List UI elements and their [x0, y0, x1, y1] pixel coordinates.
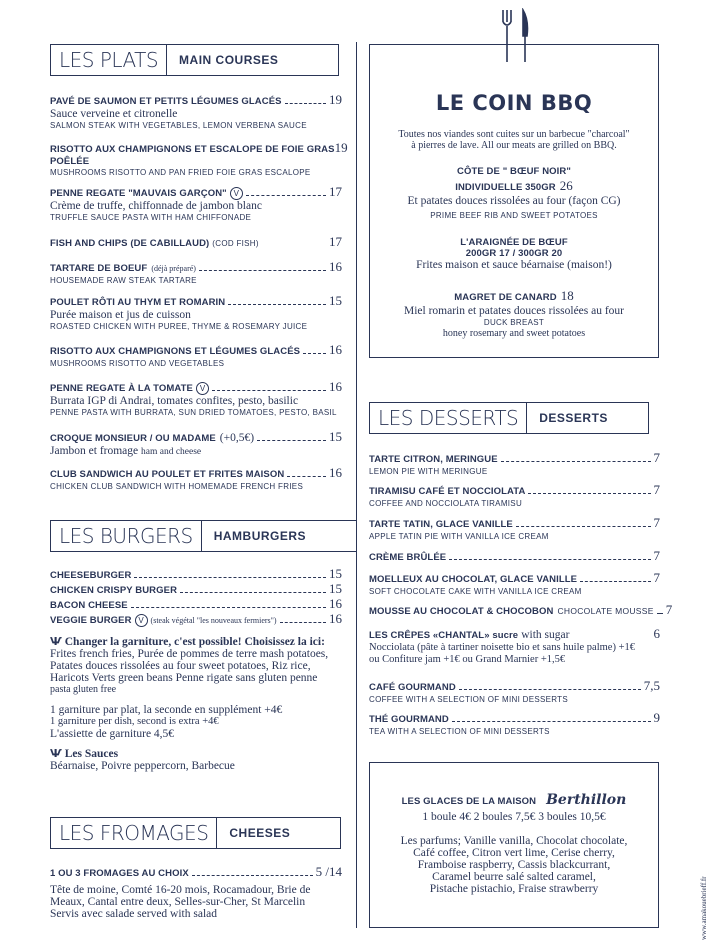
item-name: CHEESEBURGER [50, 570, 132, 581]
item-price: 16 [329, 342, 342, 357]
item-price: 16 [329, 259, 342, 274]
item-en: COFFEE AND NOCCIOLATA TIRAMISU [369, 499, 523, 508]
item-price: 9 [653, 710, 660, 725]
parfums-line: Framboise raspberry, Cassis blackcurrant, [417, 859, 611, 871]
column-divider [356, 42, 357, 928]
item-price: 7 [653, 450, 660, 465]
vegetarian-icon: V [196, 382, 209, 395]
menu-item [369, 450, 660, 477]
menu-item [369, 710, 660, 737]
vegetarian-icon: V [135, 614, 148, 627]
item-en: TEA WITH A SELECTION OF MINI DESSERTS [369, 727, 550, 736]
section-header-burgers [50, 520, 357, 552]
item-price: 16 [329, 379, 342, 394]
menu-item [50, 140, 348, 178]
menu-item [369, 678, 660, 705]
item-desc: Frites maison et sauce béarnaise (maison!) [416, 259, 612, 271]
item-desc: Sauce verveine et citronelle [50, 108, 178, 120]
item-price: 26 [559, 178, 573, 193]
section-title-fr: LES DESSERTS [370, 403, 527, 433]
item-name: LES CRÊPES «CHANTAL» sucre [369, 630, 519, 641]
item-en: honey rosemary and sweet potatoes [442, 328, 586, 339]
bbq-intro: Toutes nos viandes sont cuites sur un barbecue "charcoal" [398, 129, 630, 140]
item-note: (steak végétal "les nouveaux fermiers") [150, 616, 277, 625]
menu-item [50, 596, 342, 612]
section-title-fr: LES FROMAGES [51, 818, 217, 848]
item-en: PENNE PASTA WITH BURRATA, SUN DRIED TOMATOES, PESTO, BASIL [50, 408, 337, 417]
menu-item [50, 566, 342, 582]
item-note: with sugar [521, 629, 570, 641]
menu-item [50, 429, 342, 458]
item-name: POULET RÔTI AU THYM ET ROMARIN [50, 297, 226, 308]
item-desc: Nocciolata (pâte à tartiner noisette bio et sans huile palme) +1€ [369, 642, 635, 653]
menu-item [50, 92, 342, 131]
item-price: 7 [653, 570, 660, 585]
section-title-fr: LES PLATS [51, 45, 167, 75]
section-header-plats [50, 44, 339, 76]
fromages-line: Tête de moine, Comté 16-20 mois, Rocamadour, Brie de [50, 884, 311, 896]
item-price: 7,5 [643, 678, 660, 693]
item-name: RISOTTO AUX CHAMPIGNONS ET ESCALOPE DE FOIE GRAS [50, 144, 335, 155]
item-name: CHICKEN CRISPY BURGER [50, 585, 178, 596]
garniture-block [50, 636, 342, 772]
menu-item [50, 293, 342, 332]
sauces-line: Béarnaise, Poivre peppercorn, Barbecue [50, 760, 235, 772]
item-name: CROQUE MONSIEUR / OU MADAME [50, 433, 216, 444]
section-title-fr: LES BURGERS [51, 521, 202, 551]
item-price: 19 [334, 140, 348, 155]
menu-item [369, 570, 660, 597]
item-name: MAGRET DE CANARD [454, 292, 557, 303]
item-en: DUCK BREAST [483, 318, 545, 327]
menu-item [50, 465, 342, 492]
item-name: CÔTE DE " BŒUF NOIR" [457, 166, 571, 177]
item-desc: Miel romarin et patates douces rissolées au four [403, 305, 625, 317]
supp-line: L'assiette de garniture 4,5€ [50, 728, 175, 740]
leaf-icon: Ѱ [50, 635, 62, 648]
garniture-line: Patates douces rissolées au four sweet potatoes, Riz rice, [50, 660, 311, 672]
fromages-line: Servis avec salade served with salad [50, 908, 218, 920]
section-title-en: CHEESES [229, 826, 291, 840]
item-price: 7 [665, 602, 673, 617]
glaces-prices: 1 boule 4€ 2 boules 7,5€ 3 boules 10,5€ [422, 811, 606, 823]
item-name-cont: INDIVIDUELLE 350GR [455, 182, 556, 193]
item-name: CLUB SANDWICH AU POULET ET FRITES MAISON [50, 469, 285, 480]
item-name: PAVÉ DE SAUMON ET PETITS LÉGUMES GLACÉS [50, 96, 282, 107]
item-en: LEMON PIE WITH MERINGUE [369, 467, 488, 476]
item-en: ROASTED CHICKEN WITH PUREE, THYME & ROSEMARY JUICE [50, 322, 308, 331]
vegetarian-icon: V [230, 187, 243, 200]
item-price: 7 [653, 515, 660, 530]
fromages-line: Meaux, Cantal entre deux, Selles-sur-Cher, St Marcelin [50, 896, 306, 908]
item-desc-en: ham and cheese [141, 447, 202, 457]
menu-item [369, 626, 660, 666]
menu-item [50, 234, 342, 250]
item-price: 16 [329, 465, 342, 480]
bbq-intro: à pierres de lave. All our meats are grilled on BBQ. [411, 140, 617, 151]
item-en: PRIME BEEF RIB AND SWEET POTATOES [430, 211, 598, 220]
item-price: 16 [329, 596, 342, 611]
item-desc: Burrata IGP di Andrai, tomates confites, pesto, basilic [50, 395, 299, 407]
item-en: SALMON STEAK WITH VEGETABLES, LEMON VERBENA SAUCE [50, 121, 307, 130]
item-desc: Jambon et fromage [50, 445, 139, 457]
menu-item [50, 581, 342, 597]
parfums-line: Caramel beurre salé salted caramel, [432, 871, 596, 883]
menu-item [50, 864, 342, 920]
item-en: APPLE TATIN PIE WITH VANILLA ICE CREAM [369, 532, 549, 541]
item-price: 15 [329, 566, 342, 581]
credit-text: www.amakouebrieff.fr [700, 876, 708, 940]
item-name: PENNE REGATE "MAUVAIS GARÇON" [50, 188, 227, 199]
item-name: BACON CHEESE [50, 600, 128, 611]
item-price: 16 [329, 611, 342, 626]
supp-line: 1 garniture per dish, second is extra +4€ [50, 716, 219, 727]
menu-item [369, 515, 660, 542]
item-name: TARTE TATIN, GLACE VANILLE [369, 519, 513, 530]
section-title-en: DESSERTS [539, 411, 608, 425]
item-name: TARTE CITRON, MERINGUE [369, 454, 498, 465]
item-name: RISOTTO AUX CHAMPIGNONS ET LÉGUMES GLACÉS [50, 346, 301, 357]
item-en: MUSHROOMS RISOTTO AND PAN FRIED FOIE GRAS ESCALOPE [50, 168, 311, 177]
sauces-title: Les Sauces [64, 748, 119, 760]
garniture-title: Changer la garniture, c'est possible! Choisissez la ici: [64, 636, 325, 648]
brand-logo: Berthillon [546, 792, 627, 808]
item-price: 15 [329, 429, 342, 444]
menu-item [369, 602, 673, 618]
item-note: (déjà préparé) [151, 264, 196, 273]
item-price: 17 [329, 234, 342, 249]
section-header-desserts [369, 402, 649, 434]
leaf-icon: Ѱ [50, 747, 62, 760]
item-price: 15 [329, 293, 342, 308]
item-name-cont: POÊLÉE [50, 156, 90, 167]
item-price: 5 /14 [315, 864, 342, 879]
item-en: CHICKEN CLUB SANDWICH WITH HOMEMADE FRENCH FRIES [50, 482, 304, 491]
item-price: 7 [653, 548, 660, 563]
parfums-line: Café coffee, Citron vert lime, Cerise cherry, [413, 847, 615, 859]
item-name: MOUSSE AU CHOCOLAT & CHOCOBON [369, 606, 554, 617]
item-price: 6 [653, 626, 660, 641]
menu-item [50, 184, 342, 223]
supp-line: 1 garniture par plat, la seconde en supplément +4€ [50, 704, 283, 716]
menu-item [50, 611, 342, 627]
section-title-en: HAMBURGERS [213, 529, 307, 543]
section-title-en: MAIN COURSES [179, 53, 279, 67]
menu-item [50, 259, 342, 286]
item-desc: ou Confiture jam +1€ ou Grand Marnier +1,5€ [369, 654, 566, 665]
item-name: 1 OU 3 FROMAGES AU CHOIX [50, 868, 189, 879]
menu-item [369, 482, 660, 509]
item-name: CRÈME BRÛLÉE [369, 552, 447, 563]
item-name: L'ARAIGNÉE DE BŒUF [460, 237, 568, 248]
garniture-line: Haricots Verts green beans Penne rigate sans gluten penne [50, 672, 318, 684]
item-price: 7 [653, 482, 660, 497]
section-header-fromages [50, 817, 341, 849]
item-en: SOFT CHOCOLATE CAKE WITH VANILLA ICE CREAM [369, 587, 582, 596]
item-en: TRUFFLE SAUCE PASTA WITH HAM CHIFFONADE [50, 213, 252, 222]
item-name: CAFÉ GOURMAND [369, 682, 456, 693]
item-desc: Crème de truffe, chiffonnade de jambon blanc [50, 200, 262, 212]
item-name: VEGGIE BURGER [50, 615, 132, 626]
item-price: 15 [329, 581, 342, 596]
item-note: CHOCOLATE MOUSSE [557, 606, 654, 616]
left-column [50, 0, 348, 948]
parfums-line: Les parfums; Vanille vanilla, Chocolat chocolate, [400, 835, 628, 847]
menu-item [50, 379, 342, 418]
item-name-cont: 200GR 17 / 300GR 20 [465, 248, 563, 259]
menu-item [369, 548, 660, 564]
item-note: (COD FISH) [212, 239, 259, 248]
parfums-line: Pistache pistachio, Fraise strawberry [429, 883, 599, 895]
item-en: MUSHROOMS RISOTTO AND VEGETABLES [50, 359, 225, 368]
item-name: TARTARE DE BOEUF [50, 263, 148, 274]
menu-item [50, 342, 342, 369]
item-name: TIRAMISU CAFÉ ET NOCCIOLATA [369, 486, 526, 497]
item-name: FISH AND CHIPS (DE CABILLAUD) [50, 238, 210, 249]
item-en: HOUSEMADE RAW STEAK TARTARE [50, 276, 197, 285]
item-note: (+0,5€) [219, 432, 255, 444]
garniture-line: pasta gluten free [50, 684, 117, 695]
glaces-title: LES GLACES DE LA MAISON [401, 796, 537, 807]
item-desc: Et patates douces rissolées au four (façon CG) [407, 195, 621, 207]
item-name: PENNE REGATE À LA TOMATE [50, 383, 193, 394]
item-desc: Purée maison et jus de cuisson [50, 309, 191, 321]
item-price: 17 [329, 184, 342, 199]
garniture-line: Frites french fries, Purée de pommes de terre mash potatoes, [50, 648, 329, 660]
glaces-box [369, 762, 659, 928]
item-name: MOELLEUX AU CHOCOLAT, GLACE VANILLE [369, 574, 578, 585]
item-price: 19 [329, 92, 342, 107]
item-en: COFFEE WITH A SELECTION OF MINI DESSERTS [369, 695, 568, 704]
item-price: 18 [560, 288, 574, 303]
item-name: THÉ GOURMAND [369, 714, 449, 725]
bbq-title: LE COIN BBQ [435, 91, 593, 115]
